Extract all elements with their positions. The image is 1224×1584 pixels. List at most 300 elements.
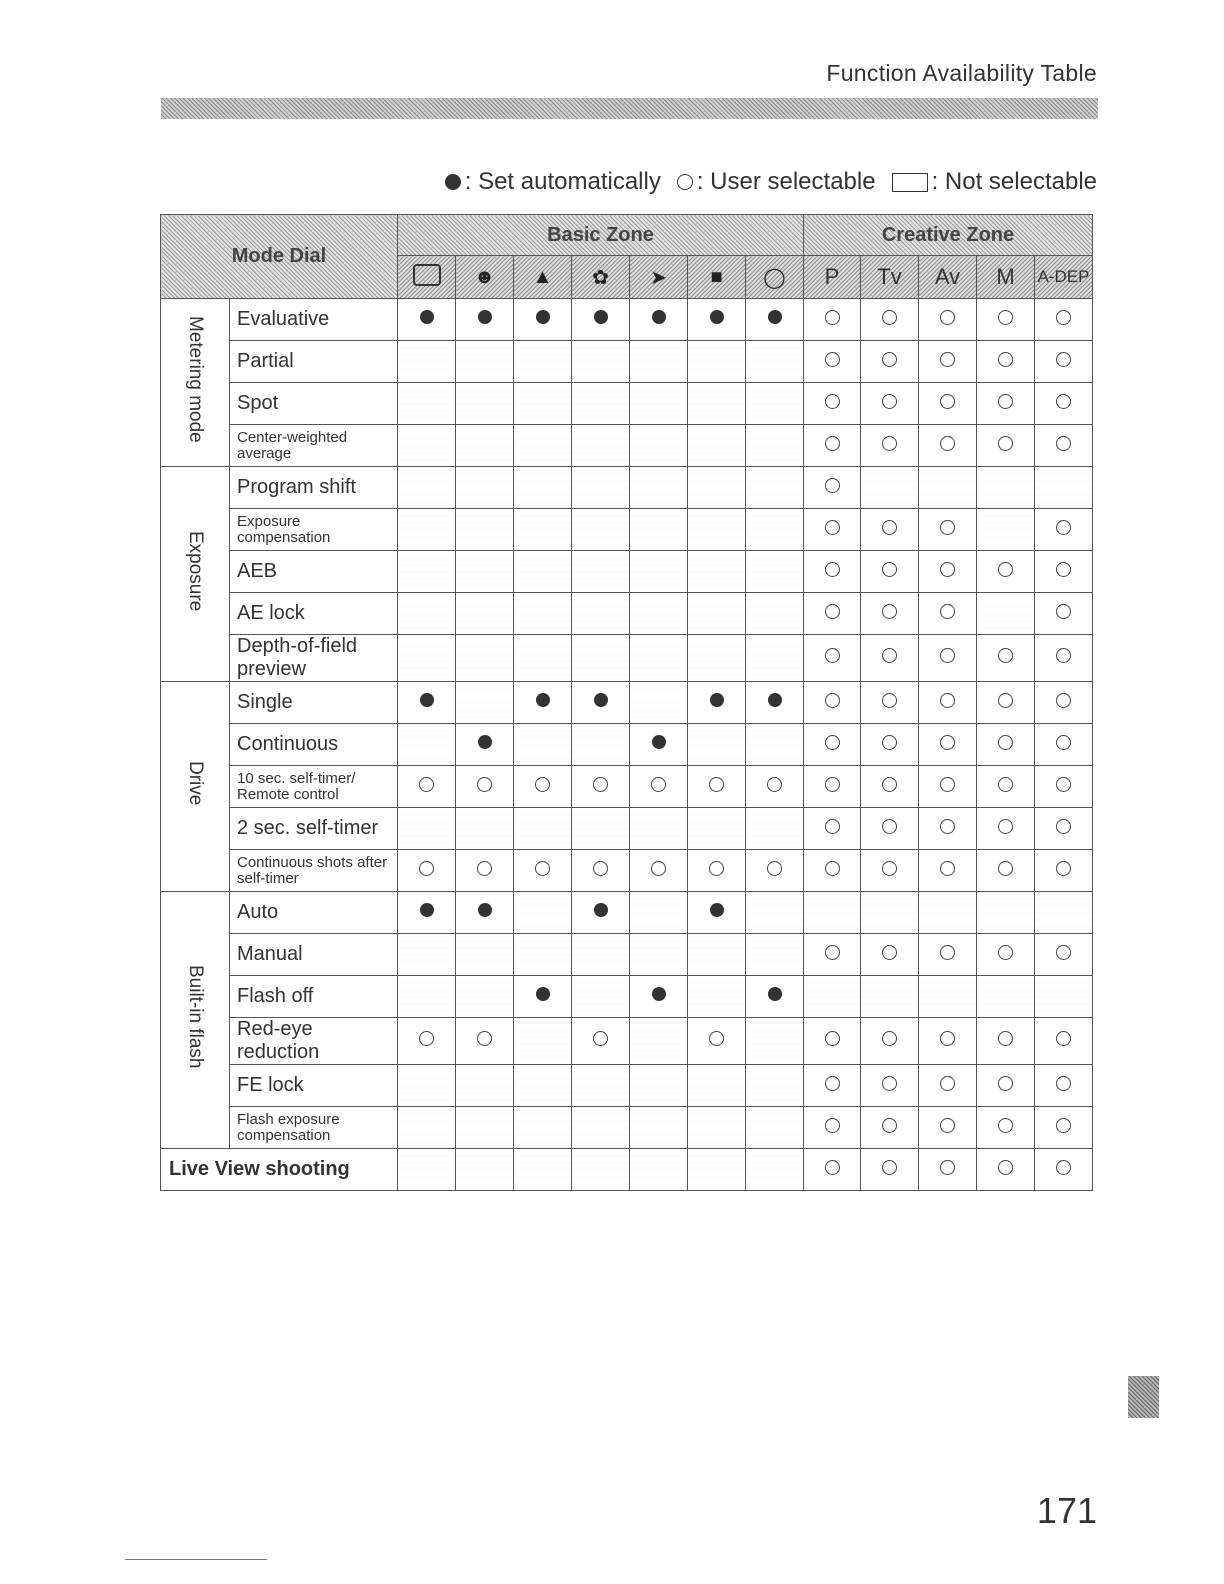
cell-user-selectable xyxy=(1035,682,1093,724)
cell-user-selectable xyxy=(861,1149,919,1191)
filled-dot-icon xyxy=(420,310,434,324)
open-circle-icon xyxy=(825,648,840,663)
cell-not-selectable xyxy=(514,1107,572,1149)
cell-user-selectable xyxy=(1035,299,1093,341)
cell-not-selectable xyxy=(514,808,572,850)
open-circle-icon xyxy=(940,310,955,325)
cell-user-selectable xyxy=(456,766,514,808)
cell-user-selectable xyxy=(398,1018,456,1065)
open-circle-icon xyxy=(998,777,1013,792)
open-circle-icon xyxy=(940,1076,955,1091)
mode-night-portrait xyxy=(688,256,746,299)
cell-not-selectable xyxy=(688,808,746,850)
cell-user-selectable xyxy=(804,509,861,551)
cell-user-selectable xyxy=(977,551,1035,593)
cell-not-selectable xyxy=(572,383,630,425)
cell-not-selectable xyxy=(688,1149,746,1191)
cell-not-selectable xyxy=(919,976,977,1018)
open-circle-icon xyxy=(882,777,897,792)
cell-not-selectable xyxy=(630,425,688,467)
cell-not-selectable xyxy=(572,509,630,551)
open-circle-icon xyxy=(940,520,955,535)
cell-user-selectable xyxy=(861,1107,919,1149)
cell-user-selectable xyxy=(861,551,919,593)
cell-user-selectable xyxy=(861,1018,919,1065)
cell-user-selectable xyxy=(919,383,977,425)
cell-not-selectable xyxy=(572,467,630,509)
cell-user-selectable xyxy=(746,766,804,808)
cell-not-selectable xyxy=(456,1065,514,1107)
mode-landscape xyxy=(514,256,572,299)
cell-set-automatically xyxy=(688,892,746,934)
cell-not-selectable xyxy=(630,934,688,976)
filled-dot-icon xyxy=(420,693,434,707)
cell-set-automatically xyxy=(398,682,456,724)
cell-not-selectable xyxy=(398,383,456,425)
cell-not-selectable xyxy=(514,551,572,593)
cell-not-selectable xyxy=(630,509,688,551)
cell-user-selectable xyxy=(919,1107,977,1149)
open-circle-icon xyxy=(477,861,492,876)
filled-dot-icon xyxy=(652,987,666,1001)
cell-user-selectable xyxy=(977,299,1035,341)
function-label: 10 sec. self-timer/ Remote control xyxy=(230,766,398,808)
header-bar xyxy=(161,98,1098,119)
table-row xyxy=(161,934,1093,976)
cell-not-selectable xyxy=(514,509,572,551)
cell-not-selectable xyxy=(746,1065,804,1107)
open-circle-icon xyxy=(1056,436,1071,451)
filled-dot-icon xyxy=(420,903,434,917)
group-label: Built-in flash xyxy=(185,965,206,1069)
cell-set-automatically xyxy=(456,724,514,766)
open-circle-icon xyxy=(419,1031,434,1046)
open-circle-icon xyxy=(998,819,1013,834)
cell-user-selectable xyxy=(804,808,861,850)
open-circle-icon xyxy=(998,693,1013,708)
open-circle-icon xyxy=(419,777,434,792)
open-circle-icon xyxy=(593,1031,608,1046)
cell-user-selectable xyxy=(1035,850,1093,892)
open-circle-icon xyxy=(477,1031,492,1046)
open-circle-icon xyxy=(825,394,840,409)
open-circle-icon xyxy=(1056,604,1071,619)
open-circle-icon xyxy=(940,562,955,577)
mode-dial-label: Mode Dial xyxy=(231,245,327,267)
filled-dot-icon xyxy=(594,310,608,324)
function-label: Flash off xyxy=(230,976,398,1018)
cell-not-selectable xyxy=(398,976,456,1018)
cell-not-selectable xyxy=(572,934,630,976)
cell-user-selectable xyxy=(804,341,861,383)
cell-user-selectable xyxy=(919,934,977,976)
cell-not-selectable xyxy=(630,341,688,383)
cell-not-selectable xyxy=(630,892,688,934)
cell-user-selectable xyxy=(1035,425,1093,467)
open-circle-icon xyxy=(1056,394,1071,409)
open-circle-icon xyxy=(767,777,782,792)
cell-user-selectable xyxy=(977,724,1035,766)
open-circle-icon xyxy=(882,394,897,409)
cell-user-selectable xyxy=(804,724,861,766)
cell-user-selectable xyxy=(861,509,919,551)
cell-not-selectable xyxy=(398,593,456,635)
table-row xyxy=(161,682,1093,724)
function-label: Exposure compensation xyxy=(230,509,398,551)
cell-not-selectable xyxy=(456,1149,514,1191)
mode-a-dep xyxy=(1035,256,1093,299)
cell-not-selectable xyxy=(398,425,456,467)
cell-not-selectable xyxy=(688,551,746,593)
cell-not-selectable xyxy=(746,808,804,850)
open-circle-icon xyxy=(940,352,955,367)
cell-user-selectable xyxy=(1035,766,1093,808)
open-circle-icon xyxy=(998,735,1013,750)
filled-dot-icon xyxy=(652,310,666,324)
function-label: 2 sec. self-timer xyxy=(230,808,398,850)
cell-user-selectable xyxy=(861,724,919,766)
function-label: Red-eye reduction xyxy=(230,1018,398,1065)
cell-user-selectable xyxy=(919,509,977,551)
open-circle-icon xyxy=(825,1118,840,1133)
cell-user-selectable xyxy=(977,682,1035,724)
landscape-icon: ▲ xyxy=(532,265,553,288)
cell-user-selectable xyxy=(977,1065,1035,1107)
flash-off-icon: ◯ xyxy=(763,266,786,289)
function-label: Flash exposure compensation xyxy=(230,1107,398,1149)
basic-zone-header xyxy=(398,215,804,256)
open-circle-icon xyxy=(419,861,434,876)
open-circle-icon xyxy=(998,945,1013,960)
cell-not-selectable xyxy=(456,1107,514,1149)
open-circle-icon xyxy=(1056,1118,1071,1133)
cell-not-selectable xyxy=(572,808,630,850)
cell-user-selectable xyxy=(804,850,861,892)
cell-user-selectable xyxy=(1035,1107,1093,1149)
cell-not-selectable xyxy=(1035,467,1093,509)
cell-user-selectable xyxy=(804,1107,861,1149)
open-circle-icon xyxy=(825,478,840,493)
cell-not-selectable xyxy=(456,934,514,976)
table-row xyxy=(161,1018,1093,1065)
cell-user-selectable xyxy=(977,1107,1035,1149)
open-circle-icon xyxy=(882,693,897,708)
cell-user-selectable xyxy=(861,766,919,808)
function-label: Single xyxy=(230,682,398,724)
cell-not-selectable xyxy=(861,467,919,509)
cell-user-selectable xyxy=(1035,1018,1093,1065)
cell-not-selectable xyxy=(861,892,919,934)
open-circle-icon xyxy=(940,1160,955,1175)
cell-user-selectable xyxy=(977,850,1035,892)
cell-not-selectable xyxy=(630,1018,688,1065)
cell-user-selectable xyxy=(1035,383,1093,425)
cell-not-selectable xyxy=(746,1018,804,1065)
creative-zone-label: Creative Zone xyxy=(881,223,1015,246)
group-label-cell xyxy=(161,467,230,682)
cell-not-selectable xyxy=(398,635,456,682)
filled-dot-icon xyxy=(478,310,492,324)
header-title: Function Availability Table xyxy=(826,60,1097,86)
cell-not-selectable xyxy=(456,509,514,551)
open-circle-icon xyxy=(1056,693,1071,708)
filled-dot-icon xyxy=(536,987,550,1001)
cell-not-selectable xyxy=(572,976,630,1018)
open-circle-icon xyxy=(825,945,840,960)
open-circle-icon xyxy=(940,735,955,750)
cell-not-selectable xyxy=(456,682,514,724)
cell-not-selectable xyxy=(688,509,746,551)
cell-not-selectable xyxy=(746,425,804,467)
open-circle-icon xyxy=(998,1160,1013,1175)
function-label: Continuous shots after self-timer xyxy=(230,850,398,892)
open-circle-icon xyxy=(940,604,955,619)
cell-user-selectable xyxy=(514,766,572,808)
cell-user-selectable xyxy=(804,383,861,425)
cell-not-selectable xyxy=(398,509,456,551)
open-circle-icon xyxy=(998,394,1013,409)
open-circle-icon xyxy=(825,819,840,834)
cell-user-selectable xyxy=(804,682,861,724)
mode-m-label: M xyxy=(996,264,1015,289)
cell-user-selectable xyxy=(688,850,746,892)
open-circle-icon xyxy=(882,1031,897,1046)
cell-user-selectable xyxy=(919,425,977,467)
cell-set-automatically xyxy=(630,724,688,766)
filled-dot-icon xyxy=(768,987,782,1001)
open-circle-icon xyxy=(825,777,840,792)
cell-not-selectable xyxy=(630,808,688,850)
side-tab-marker xyxy=(1128,1376,1159,1418)
cell-user-selectable xyxy=(977,425,1035,467)
cell-not-selectable xyxy=(398,467,456,509)
cell-not-selectable xyxy=(514,593,572,635)
cell-user-selectable xyxy=(977,1018,1035,1065)
cell-not-selectable xyxy=(572,1107,630,1149)
cell-not-selectable xyxy=(572,425,630,467)
night-portrait-icon: ■ xyxy=(710,265,723,288)
cell-not-selectable xyxy=(456,808,514,850)
cell-not-selectable xyxy=(398,1065,456,1107)
open-circle-icon xyxy=(825,562,840,577)
cell-not-selectable xyxy=(746,635,804,682)
cell-user-selectable xyxy=(861,808,919,850)
cell-user-selectable xyxy=(919,1018,977,1065)
open-circle-icon xyxy=(882,436,897,451)
open-circle-icon xyxy=(882,819,897,834)
open-circle-icon xyxy=(940,861,955,876)
cell-not-selectable xyxy=(572,724,630,766)
mode-p xyxy=(804,256,861,299)
cell-not-selectable xyxy=(398,341,456,383)
cell-not-selectable xyxy=(456,383,514,425)
open-circle-icon xyxy=(651,861,666,876)
cell-not-selectable xyxy=(572,593,630,635)
cell-not-selectable xyxy=(514,341,572,383)
open-circle-icon xyxy=(825,436,840,451)
open-circle-icon xyxy=(882,945,897,960)
table-row xyxy=(161,635,1093,682)
open-circle-icon xyxy=(825,693,840,708)
cell-not-selectable xyxy=(688,724,746,766)
cell-user-selectable xyxy=(804,1065,861,1107)
creative-zone-header xyxy=(804,215,1093,256)
cell-set-automatically xyxy=(398,299,456,341)
cell-not-selectable xyxy=(688,593,746,635)
cell-set-automatically xyxy=(688,682,746,724)
cell-user-selectable xyxy=(1035,341,1093,383)
open-circle-icon xyxy=(998,1076,1013,1091)
cell-not-selectable xyxy=(688,635,746,682)
function-label: FE lock xyxy=(230,1065,398,1107)
open-circle-icon xyxy=(825,310,840,325)
cell-not-selectable xyxy=(746,1107,804,1149)
open-circle-icon xyxy=(825,1076,840,1091)
cell-not-selectable xyxy=(746,341,804,383)
empty-box-icon xyxy=(892,173,928,192)
open-circle-icon xyxy=(1056,352,1071,367)
cell-user-selectable xyxy=(398,766,456,808)
cell-user-selectable xyxy=(861,299,919,341)
cell-set-automatically xyxy=(746,976,804,1018)
table-row xyxy=(161,593,1093,635)
cell-user-selectable xyxy=(804,1149,861,1191)
cell-not-selectable xyxy=(746,892,804,934)
cell-not-selectable xyxy=(977,509,1035,551)
cell-set-automatically xyxy=(456,299,514,341)
function-label: Spot xyxy=(230,383,398,425)
cell-set-automatically xyxy=(746,682,804,724)
filled-dot-icon xyxy=(536,310,550,324)
cell-not-selectable xyxy=(688,976,746,1018)
cell-not-selectable xyxy=(746,724,804,766)
cell-user-selectable xyxy=(977,766,1035,808)
cell-not-selectable xyxy=(746,467,804,509)
cell-user-selectable xyxy=(919,341,977,383)
open-circle-icon xyxy=(882,648,897,663)
function-availability-table xyxy=(160,214,1093,1191)
group-label: Drive xyxy=(185,761,206,806)
open-circle-icon xyxy=(1056,735,1071,750)
close-up-icon: ✿ xyxy=(592,266,609,289)
open-circle-icon xyxy=(882,1160,897,1175)
cell-user-selectable xyxy=(456,1018,514,1065)
filled-dot-icon xyxy=(445,174,461,190)
cell-not-selectable xyxy=(630,467,688,509)
cell-user-selectable xyxy=(572,1018,630,1065)
cell-user-selectable xyxy=(919,551,977,593)
cell-user-selectable xyxy=(804,1018,861,1065)
full-auto-icon xyxy=(413,264,441,286)
open-circle-icon xyxy=(940,648,955,663)
cell-not-selectable xyxy=(630,551,688,593)
cell-not-selectable xyxy=(746,1149,804,1191)
cell-not-selectable xyxy=(688,383,746,425)
cell-user-selectable xyxy=(572,850,630,892)
cell-not-selectable xyxy=(398,808,456,850)
cell-user-selectable xyxy=(1035,509,1093,551)
cell-set-automatically xyxy=(572,892,630,934)
cell-not-selectable xyxy=(688,1065,746,1107)
function-label: Auto xyxy=(230,892,398,934)
open-circle-icon xyxy=(940,394,955,409)
table-row xyxy=(161,850,1093,892)
cell-set-automatically xyxy=(514,299,572,341)
open-circle-icon xyxy=(1056,777,1071,792)
open-circle-icon xyxy=(1056,1031,1071,1046)
filled-dot-icon xyxy=(594,903,608,917)
filled-dot-icon xyxy=(710,693,724,707)
filled-dot-icon xyxy=(710,903,724,917)
legend-user xyxy=(677,168,876,196)
filled-dot-icon xyxy=(652,735,666,749)
cell-not-selectable xyxy=(456,467,514,509)
function-label: Center-weighted average xyxy=(230,425,398,467)
cell-not-selectable xyxy=(456,593,514,635)
cell-not-selectable xyxy=(977,467,1035,509)
function-label: AEB xyxy=(230,551,398,593)
cell-user-selectable xyxy=(1035,593,1093,635)
cell-not-selectable xyxy=(514,1149,572,1191)
open-circle-icon xyxy=(882,352,897,367)
cell-not-selectable xyxy=(514,1018,572,1065)
cell-not-selectable xyxy=(572,551,630,593)
mode-tv xyxy=(861,256,919,299)
open-circle-icon xyxy=(1056,945,1071,960)
cell-user-selectable xyxy=(804,467,861,509)
open-circle-icon xyxy=(998,1031,1013,1046)
open-circle-icon xyxy=(825,735,840,750)
table-row xyxy=(161,976,1093,1018)
cell-user-selectable xyxy=(804,425,861,467)
open-circle-icon xyxy=(825,352,840,367)
table-row xyxy=(161,808,1093,850)
filled-dot-icon xyxy=(710,310,724,324)
cell-user-selectable xyxy=(1035,724,1093,766)
filled-dot-icon xyxy=(478,903,492,917)
mode-flash-off xyxy=(746,256,804,299)
cell-user-selectable xyxy=(804,934,861,976)
cell-not-selectable xyxy=(398,551,456,593)
cell-user-selectable xyxy=(861,635,919,682)
cell-not-selectable xyxy=(746,383,804,425)
cell-set-automatically xyxy=(398,892,456,934)
cell-not-selectable xyxy=(804,976,861,1018)
cell-not-selectable xyxy=(514,467,572,509)
portrait-icon: ☻ xyxy=(473,265,496,288)
cell-set-automatically xyxy=(514,976,572,1018)
group-label-cell xyxy=(161,682,230,892)
table-row xyxy=(161,1107,1093,1149)
cell-user-selectable xyxy=(746,850,804,892)
cell-not-selectable xyxy=(688,425,746,467)
open-circle-icon xyxy=(940,777,955,792)
cell-not-selectable xyxy=(398,934,456,976)
open-circle-icon xyxy=(882,861,897,876)
table-row xyxy=(161,1065,1093,1107)
mode-sports xyxy=(630,256,688,299)
table-row xyxy=(161,299,1093,341)
open-circle-icon xyxy=(825,1160,840,1175)
open-circle-icon xyxy=(940,693,955,708)
open-circle-icon xyxy=(1056,648,1071,663)
cell-user-selectable xyxy=(919,635,977,682)
cell-user-selectable xyxy=(977,808,1035,850)
cell-user-selectable xyxy=(919,1149,977,1191)
open-circle-icon xyxy=(940,945,955,960)
cell-user-selectable xyxy=(398,850,456,892)
open-circle-icon xyxy=(825,1031,840,1046)
